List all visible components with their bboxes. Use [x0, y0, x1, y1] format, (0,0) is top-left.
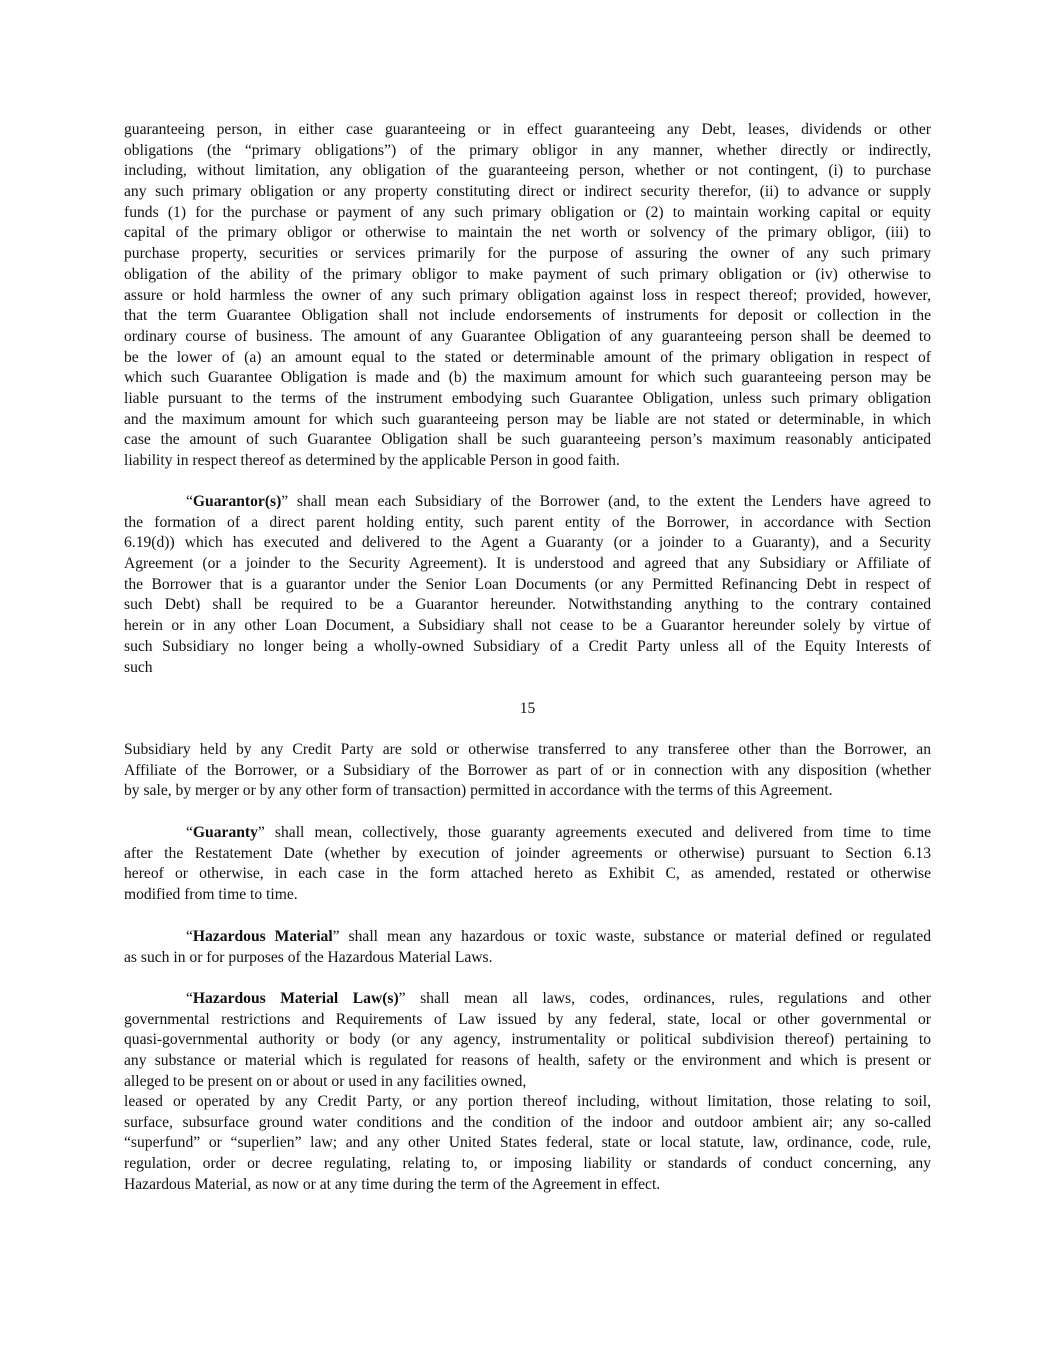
text-line: which such Guarantee Obligation is made and (b) the maximum amount for which such guaranteeing person may be [124, 369, 931, 387]
text-line: alleged to be present on or about or used in any facilities owned, [124, 1072, 527, 1090]
text-line: Agreement (or a joinder to the Security Agreement). It is understood and agreed that any Subsidiary or Affiliate of [124, 555, 931, 573]
text-line: by sale, by merger or by any other form of transaction) permitted in accordance with the terms of this Agreement. [124, 782, 833, 800]
paragraph-hazardous-material-definition [124, 927, 931, 968]
text-line: that the term Guarantee Obligation shall not include endorsements of instruments for deposit or collection in the [124, 307, 931, 325]
text-line: governmental restrictions and Requirements of Law issued by any federal, state, local or other governmental or [124, 1010, 931, 1028]
text-line: after the Restatement Date (whether by execution of joinder agreements or otherwise) pursuant to Section 6.13 [124, 844, 931, 862]
text-line: “Hazardous Material Law(s)” shall mean all laws, codes, ordinances, rules, regulations and other [186, 990, 931, 1007]
text-line: “Guarantor(s)” shall mean each Subsidiary of the Borrower (and, to the extent the Lenders have agreed to [186, 493, 931, 510]
text-line: purchase property, securities or services primarily for the purpose of assuring the owner of any such primary [124, 245, 931, 263]
text-line: and the maximum amount for which such guaranteeing person may be liable are not stated or determinable, in which [124, 410, 931, 428]
paragraph-guaranty-definition [124, 823, 931, 906]
text-line: “Hazardous Material” shall mean any hazardous or toxic waste, substance or material defined or regulated [186, 928, 931, 945]
text-line: such Subsidiary no longer being a wholly-owned Subsidiary of a Credit Party unless all of the Equity Interests of [124, 637, 931, 655]
text-line: “superfund” or “superlien” law; and any other United States federal, state or local statute, law, ordinance, code, rule, [124, 1134, 931, 1152]
paragraph-hazardous-material-laws-continued [124, 1092, 931, 1195]
text-line: such [124, 658, 153, 676]
text-line: leased or operated by any Credit Party, or any portion thereof including, without limitation, those relating to soil, [124, 1093, 931, 1110]
page-number: 15 [519, 700, 536, 717]
paragraph-guarantee-obligation-continued [124, 120, 931, 472]
text-line: quasi-governmental authority or body (or any agency, instrumentality or political subdivision thereof) pertaining to [124, 1031, 931, 1049]
text-line: such Debt) shall be required to be a Guarantor hereunder. Notwithstanding anything to the contrary contained [124, 596, 931, 614]
text-line: hereof or otherwise, in each case in the form attached hereto as Exhibit C, as amended, restated or otherwise [124, 865, 931, 883]
text-line: capital of the primary obligor or otherwise to maintain the net worth or solvency of the primary obligor, (iii) to [124, 224, 931, 242]
text-line: case the amount of such Guarantee Obligation shall be such guaranteeing person’s maximum reasonably anticipated [124, 431, 931, 449]
defined-term: Guaranty [192, 824, 258, 841]
defined-term: Hazardous Material [192, 928, 333, 945]
text-line: Hazardous Material, as now or at any time during the term of the Agreement in effect. [124, 1175, 661, 1193]
paragraph-guarantors-definition [124, 492, 931, 678]
text-line: any substance or material which is regulated for reasons of health, safety or the environment and which is present or [124, 1052, 931, 1070]
text-line: guaranteeing person, in either case guaranteeing or in effect guaranteeing any Debt, leases, dividends or other [124, 121, 931, 138]
text-line: the Borrower that is a guarantor under the Senior Loan Documents (or any Permitted Refinancing Debt in respect of [124, 575, 931, 593]
text-line: obligations (the “primary obligations”) of the primary obligor in any manner, whether directly or indirectly, [124, 141, 931, 159]
text-line: be the lower of (a) an amount equal to the stated or determinable amount of the primary obligation in respect of [124, 348, 931, 366]
paragraph-guarantors-continued [124, 740, 931, 802]
text-line: the formation of a direct parent holding entity, such parent entity of the Borrower, in accordance with Section [124, 513, 931, 531]
text-line: ordinary course of business. The amount of any Guarantee Obligation of any guaranteeing person shall be deemed to [124, 327, 931, 345]
text-line: modified from time to time. [124, 886, 298, 904]
text-line: any such primary obligation or any property constituting direct or indirect security therefor, (ii) to advance or supply [124, 183, 931, 201]
text-line: surface, subsurface ground water conditions and the condition of the indoor and outdoor ambient air; any so-called [124, 1113, 931, 1131]
defined-term: Hazardous Material Law(s) [192, 990, 399, 1007]
text-line: funds (1) for the purchase or payment of any such primary obligation or (2) to maintain working capital or equity [124, 203, 931, 221]
paragraph-hazardous-material-laws-definition [124, 989, 931, 1092]
text-line: including, without limitation, any obligation of the guaranteeing person, whether or not contingent, (i) to purchase [124, 162, 931, 180]
text-line: regulation, order or decree regulating, relating to, or imposing liability or standards of conduct concerning, any [124, 1155, 931, 1173]
text-line: Affiliate of the Borrower, or a Subsidiary of the Borrower as part of or in connection with any disposition (whether [124, 761, 931, 779]
text-line: obligation of the ability of the primary obligor to make payment of such primary obligation or (iv) otherwise to [124, 265, 931, 283]
text-line: “Guaranty” shall mean, collectively, those guaranty agreements executed and delivered from time to time [186, 824, 931, 841]
text-line: liable pursuant to the terms of the instrument embodying such Guarantee Obligation, unless such primary obligation [124, 389, 931, 407]
text-line: assure or hold harmless the owner of any such primary obligation against loss in respect thereof; provided, however, [124, 286, 931, 304]
text-line: 6.19(d)) which has executed and delivered to the Agent a Guaranty (or a joinder to a Guaranty), and a Security [124, 534, 931, 552]
defined-term: Guarantor(s) [192, 493, 282, 510]
text-line: herein or in any other Loan Document, a Subsidiary shall not cease to be a Guarantor hereunder solely by virtue of [124, 617, 931, 635]
text-line: Subsidiary held by any Credit Party are sold or otherwise transferred to any transferee other than the Borrower, an [124, 741, 931, 758]
text-line: liability in respect thereof as determined by the applicable Person in good faith. [124, 452, 620, 469]
text-line: as such in or for purposes of the Hazardous Material Laws. [124, 948, 493, 966]
